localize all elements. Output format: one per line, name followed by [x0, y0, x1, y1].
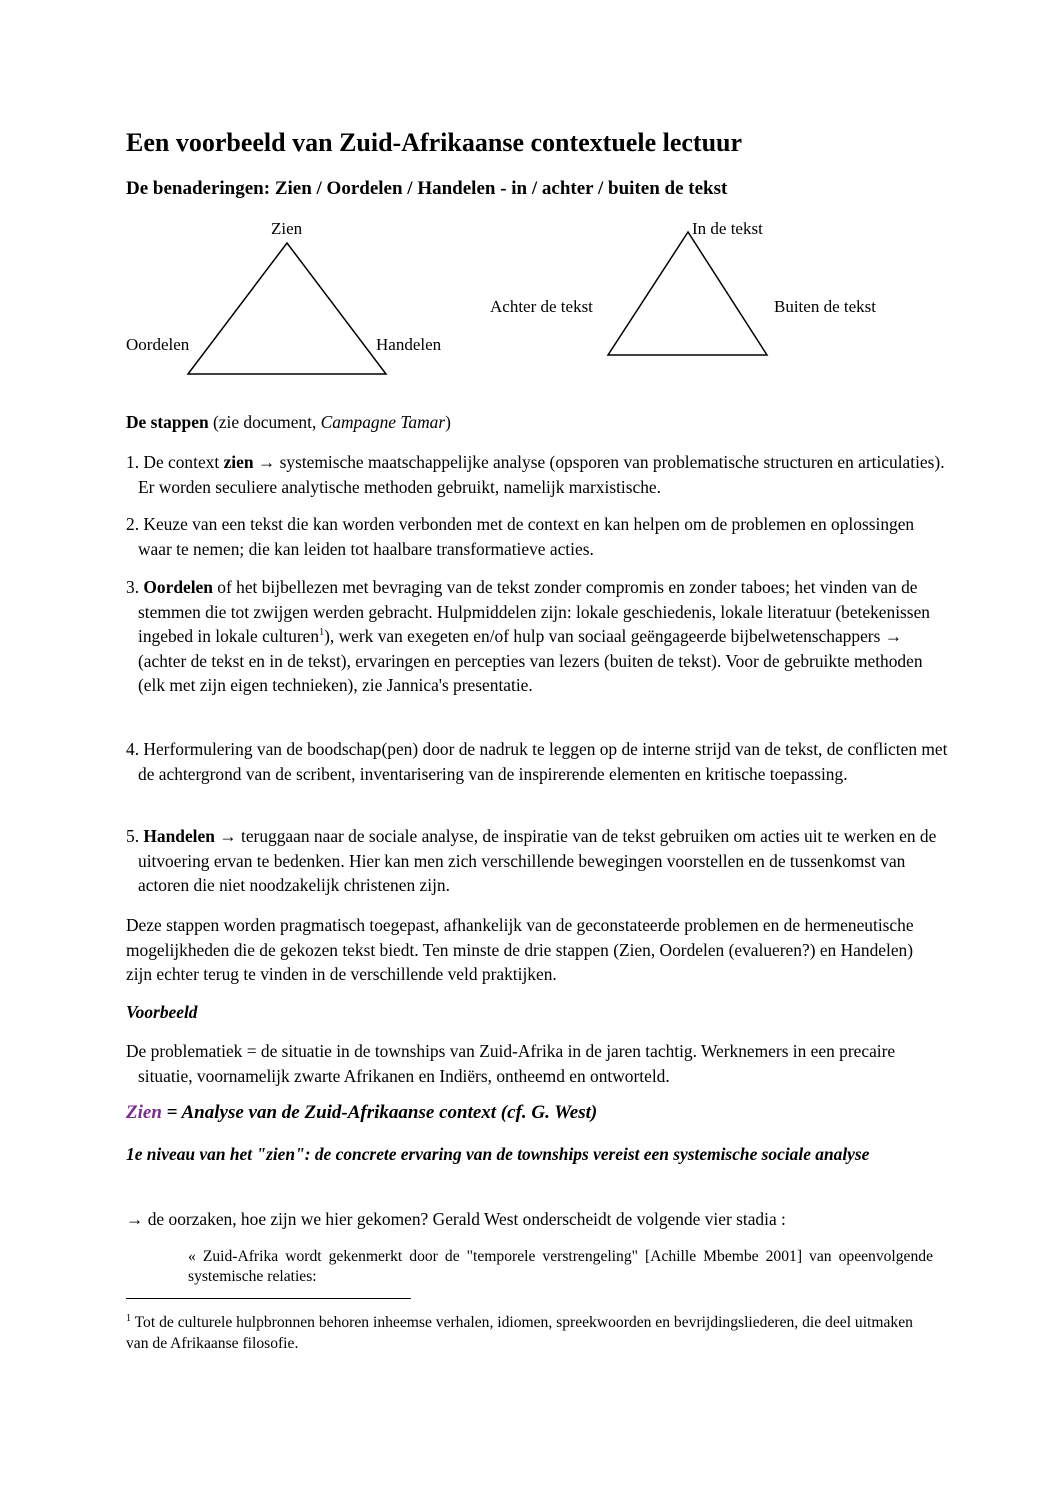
- niveau-heading: 1e niveau van het "zien": de concrete ervaring van de townships vereist een systemische sociale analyse: [126, 1144, 870, 1164]
- step-2: [126, 512, 948, 561]
- diagram-left-left-label: Oordelen: [126, 335, 190, 354]
- step-text: of het bijbellezen met bevraging van de tekst zonder compromis en zonder taboes; het vinden van de stemmen die tot zwijgen werden gebracht. Hulpmiddelen zijn: lokale geschiedenis, lokale literatuur (betekenissen ingebed in lokale culturen: [138, 577, 930, 646]
- diagram-right-left-label: Achter de tekst: [490, 297, 593, 316]
- step-text: ), werk van exegeten en/of hulp van sociaal geëngageerde bijbelwetenschappers → (achter de tekst en in de tekst), ervaringen en percepties van lezers (buiten de tekst). Voor de gebruikte methoden (elk met zijn eigen technieken), zie Jannica's presentatie.: [138, 626, 923, 695]
- step-text: → systemische maatschappelijke analyse (opsporen van problematische structuren en articulaties). Er worden seculiere analytische methoden gebruikt, namelijk marxistische.: [138, 452, 945, 497]
- step-keyword: Oordelen: [143, 577, 213, 597]
- step-text: Herformulering van de boodschap(pen) door de nadruk te leggen op de interne strijd van de tekst, de conflicten met de achtergrond van de scribent, inventarisering van de inspirerende elementen en kritische toepassing.: [138, 739, 948, 784]
- step-4: [126, 737, 948, 786]
- step-3: [126, 575, 948, 698]
- page-title: Een voorbeeld van Zuid-Afrikaanse contextuele lectuur: [126, 128, 743, 157]
- step-keyword: Handelen: [143, 826, 215, 846]
- stappen-label: De stappen: [126, 412, 209, 432]
- triangle-right: [608, 232, 767, 355]
- stappen-intro: [126, 410, 936, 435]
- step-text: Keuze van een tekst die kan worden verbonden met de context en kan helpen om de problemen en oplossingen waar te nemen; die kan leiden tot haalbare transformatieve acties.: [138, 514, 915, 559]
- step-number: 3.: [126, 577, 144, 597]
- step-number: 5.: [126, 826, 144, 846]
- triangle-left: [188, 243, 386, 374]
- step-text: De context: [143, 452, 224, 472]
- zien-heading: [126, 1101, 936, 1126]
- step-number: 2.: [126, 514, 144, 534]
- diagram-right-top-label: In de tekst: [692, 219, 763, 238]
- step-number: 1.: [126, 452, 144, 472]
- problematiek-paragraph: De problematiek = de situatie in de townships van Zuid-Afrika in de jaren tachtig. Werknemers in een precaire situatie, voornamelijk zwarte Afrikanen en Indiërs, ontheemd en ontworteld.: [126, 1041, 896, 1086]
- step-1: [126, 450, 948, 499]
- diagram-left-top-label: Zien: [271, 219, 303, 238]
- footnote: [126, 1312, 926, 1354]
- zien-heading-word: Zien: [126, 1102, 162, 1123]
- stappen-intro-text: (zie document,: [208, 412, 321, 432]
- oorzaken-paragraph: → de oorzaken, hoe zijn we hier gekomen? Gerald West onderscheidt de volgende vier stadia :: [126, 1209, 786, 1229]
- subtitle: De benaderingen: Zien / Oordelen / Handelen - in / achter / buiten de tekst: [126, 178, 728, 199]
- step-number: 4.: [126, 739, 144, 759]
- diagram-right-right-label: Buiten de tekst: [774, 297, 876, 316]
- footnote-ref[interactable]: 1: [319, 627, 325, 639]
- quote-block: « Zuid-Afrika wordt gekenmerkt door de "temporele verstrengeling" [Achille Mbembe 2001] van opeenvolgende systemische relaties:: [188, 1248, 933, 1285]
- step-5: [126, 824, 948, 898]
- summary-paragraph: Deze stappen worden pragmatisch toegepast, afhankelijk van de geconstateerde problemen en de hermeneutische mogelijkheden die de gekozen tekst biedt. Ten minste de drie stappen (Zien, Oordelen (evalueren?) en Handelen) zijn echter terug te vinden in de verschillende veld praktijken.: [126, 915, 914, 984]
- stappen-close: ): [445, 412, 451, 432]
- stappen-source: Campagne Tamar: [320, 412, 446, 432]
- step-keyword: zien: [223, 452, 254, 472]
- voorbeeld-heading: Voorbeeld: [126, 1002, 198, 1022]
- step-text: → teruggaan naar de sociale analyse, de inspiratie van de tekst gebruiken om acties uit te werken en de uitvoering ervan te bedenken. Hier kan men zich verschillende bewegingen voorstellen en de tussenkomst van actoren die niet noodzakelijk christenen zijn.: [138, 826, 937, 895]
- diagram-left-right-label: Handelen: [376, 335, 442, 354]
- zien-heading-rest: = Analyse van de Zuid-Afrikaanse context (cf. G. West): [161, 1102, 598, 1123]
- footnote-divider: [126, 1298, 411, 1299]
- footnote-mark: 1: [126, 1312, 131, 1324]
- footnote-text: Tot de culturele hulpbronnen behoren inheemse verhalen, idiomen, spreekwoorden en bevrijdingsliederen, die deel uitmaken van de Afrikaanse filosofie.: [126, 1314, 913, 1352]
